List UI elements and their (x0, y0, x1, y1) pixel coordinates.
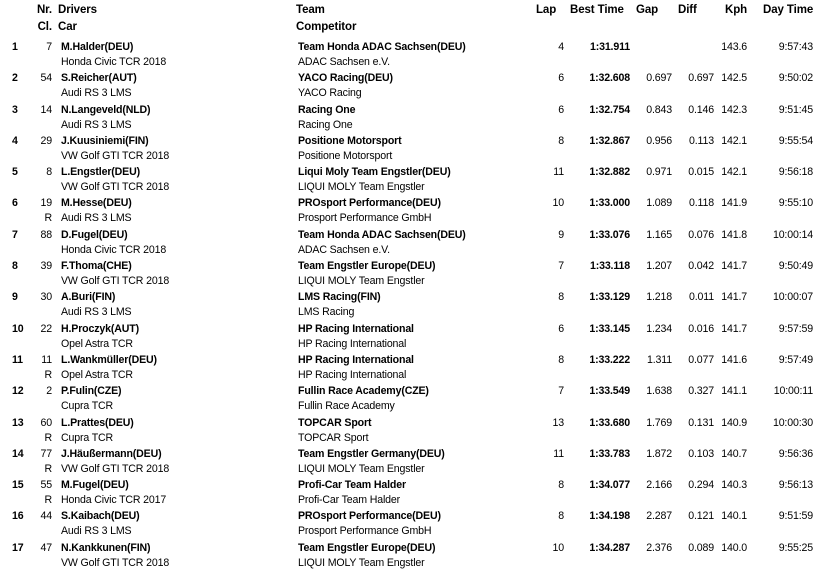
day-time: 9:57:49 (778, 353, 813, 366)
best-time: 1:32.608 (589, 72, 630, 85)
kph-value: 141.8 (721, 228, 747, 241)
table-row (0, 291, 829, 322)
car-number: 55 (40, 479, 52, 492)
best-time: 1:33.000 (589, 197, 630, 210)
header-lap: Lap (536, 4, 557, 16)
kph-value: 140.1 (721, 510, 747, 523)
best-time: 1:33.680 (589, 416, 630, 429)
lap-count: 8 (558, 479, 564, 492)
car-number: 47 (40, 541, 52, 554)
best-time: 1:33.145 (589, 322, 630, 335)
kph-value: 141.6 (721, 353, 747, 366)
team-name: TOPCAR Sport (298, 416, 372, 429)
driver-name: N.Langeveld(NLD) (61, 103, 151, 116)
position: 15 (12, 479, 24, 492)
driver-name: M.Halder(DEU) (61, 41, 134, 53)
table-row (0, 104, 829, 135)
gap-value: 1.638 (646, 385, 672, 398)
table-row (0, 354, 829, 385)
diff-value: 0.015 (688, 166, 714, 179)
kph-value: 141.7 (721, 260, 747, 273)
team-name: Team Honda ADAC Sachsen(DEU) (298, 41, 466, 53)
position: 5 (12, 166, 18, 179)
car-model: Honda Civic TCR 2018 (61, 243, 167, 256)
driver-name: D.Fugel(DEU) (61, 228, 128, 241)
best-time: 1:32.882 (589, 166, 630, 179)
diff-value: 0.103 (688, 447, 714, 460)
lap-count: 7 (558, 385, 564, 398)
driver-name: L.Engstler(DEU) (61, 166, 140, 179)
header-competitor: Competitor (296, 21, 357, 33)
diff-value: 0.113 (689, 134, 714, 147)
car-model: VW Golf GTI TCR 2018 (61, 181, 170, 194)
class-marker: R (44, 462, 52, 475)
car-model: Opel Astra TCR (61, 368, 133, 381)
header-nr: Nr. (36, 4, 52, 16)
diff-value: 0.016 (688, 322, 714, 335)
team-name: PROsport Performance(DEU) (298, 510, 441, 523)
best-time: 1:34.198 (589, 510, 630, 523)
car-number: 2 (46, 385, 52, 398)
diff-value: 0.042 (688, 260, 714, 273)
lap-count: 6 (558, 72, 564, 85)
kph-value: 141.9 (721, 197, 747, 210)
car-number: 22 (40, 322, 52, 335)
gap-value: 1.872 (646, 447, 672, 460)
competitor-name: LMS Racing (298, 306, 355, 319)
driver-name: L.Wankmüller(DEU) (61, 353, 157, 366)
day-time: 10:00:14 (772, 228, 813, 241)
position: 8 (12, 260, 18, 273)
car-number: 19 (40, 197, 52, 210)
team-name: Team Engstler Germany(DEU) (298, 447, 445, 460)
driver-name: J.Kuusiniemi(FIN) (61, 134, 149, 147)
competitor-name: HP Racing International (298, 337, 407, 350)
header-day-time: Day Time (763, 4, 814, 16)
gap-value: 2.166 (646, 479, 672, 492)
table-row (0, 166, 829, 197)
best-time: 1:33.076 (589, 228, 630, 241)
car-number: 88 (40, 228, 52, 241)
gap-value: 2.376 (646, 541, 672, 554)
car-number: 54 (40, 72, 52, 85)
day-time: 10:00:07 (772, 291, 813, 304)
car-number: 60 (40, 416, 52, 429)
lap-count: 9 (558, 228, 564, 241)
team-name: Team Engstler Europe(DEU) (298, 260, 436, 273)
car-number: 44 (40, 510, 52, 523)
car-model: Audi RS 3 LMS (61, 87, 132, 100)
competitor-name: LIQUI MOLY Team Engstler (298, 181, 425, 194)
position: 13 (12, 416, 24, 429)
lap-count: 13 (552, 416, 564, 429)
kph-value: 140.3 (721, 479, 747, 492)
driver-name: A.Buri(FIN) (61, 291, 116, 304)
best-time: 1:33.118 (589, 260, 630, 273)
diff-value: 0.697 (688, 72, 714, 85)
gap-value: 1.207 (646, 260, 672, 273)
competitor-name: ADAC Sachsen e.V. (298, 56, 390, 68)
lap-count: 8 (558, 353, 564, 366)
team-name: Team Engstler Europe(DEU) (298, 541, 436, 554)
position: 7 (12, 228, 18, 241)
table-row (0, 323, 829, 354)
table-row (0, 41, 829, 72)
kph-value: 143.6 (721, 41, 747, 53)
position: 4 (12, 134, 18, 147)
car-model: Cupra TCR (61, 400, 114, 413)
table-row (0, 542, 829, 573)
class-marker: R (44, 494, 52, 507)
header-kph: Kph (725, 4, 748, 16)
car-number: 11 (41, 353, 52, 366)
day-time: 9:55:54 (778, 134, 813, 147)
gap-value: 1.769 (646, 416, 672, 429)
car-model: Opel Astra TCR (61, 337, 133, 350)
driver-name: N.Kankkunen(FIN) (61, 541, 151, 554)
competitor-name: Racing One (298, 118, 353, 131)
competitor-name: Prosport Performance GmbH (298, 212, 432, 225)
position: 10 (12, 322, 24, 335)
gap-value: 1.089 (646, 197, 672, 210)
team-name: Positione Motorsport (298, 134, 402, 147)
competitor-name: Fullin Race Academy (298, 400, 395, 413)
competitor-name: LIQUI MOLY Team Engstler (298, 462, 425, 475)
driver-name: L.Prattes(DEU) (61, 416, 134, 429)
day-time: 9:57:43 (778, 41, 813, 53)
team-name: LMS Racing(FIN) (298, 291, 381, 304)
best-time: 1:33.222 (589, 353, 630, 366)
best-time: 1:32.754 (589, 103, 630, 116)
diff-value: 0.118 (689, 197, 714, 210)
driver-name: F.Thoma(CHE) (61, 260, 132, 273)
day-time: 9:57:59 (778, 322, 813, 335)
car-model: Audi RS 3 LMS (61, 306, 132, 319)
gap-value: 0.956 (646, 134, 672, 147)
car-model: Honda Civic TCR 2017 (61, 494, 167, 507)
header-diff: Diff (678, 4, 697, 16)
driver-name: H.Proczyk(AUT) (61, 322, 139, 335)
car-model: VW Golf GTI TCR 2018 (61, 149, 170, 162)
competitor-name: TOPCAR Sport (298, 431, 369, 444)
gap-value: 0.843 (646, 103, 672, 116)
team-name: Profi-Car Team Halder (298, 479, 406, 492)
best-time: 1:34.287 (589, 541, 630, 554)
class-marker: R (44, 212, 52, 225)
competitor-name: Positione Motorsport (298, 149, 393, 162)
best-time: 1:32.867 (589, 134, 630, 147)
kph-value: 142.1 (721, 166, 747, 179)
diff-value: 0.146 (688, 103, 714, 116)
kph-value: 142.5 (721, 72, 747, 85)
car-model: Cupra TCR (61, 431, 114, 444)
car-number: 14 (40, 103, 52, 116)
car-model: Audi RS 3 LMS (61, 118, 132, 131)
header-car: Car (58, 21, 77, 33)
best-time: 1:33.549 (589, 385, 630, 398)
results-table (0, 41, 829, 573)
header-drivers: Drivers (58, 4, 97, 16)
competitor-name: LIQUI MOLY Team Engstler (298, 556, 425, 569)
position: 3 (12, 103, 18, 116)
kph-value: 140.0 (721, 541, 747, 554)
team-name: PROsport Performance(DEU) (298, 197, 441, 210)
diff-value: 0.077 (688, 353, 714, 366)
team-name: YACO Racing(DEU) (298, 72, 393, 85)
car-model: VW Golf GTI TCR 2018 (61, 462, 170, 475)
table-row (0, 72, 829, 103)
diff-value: 0.327 (688, 385, 714, 398)
car-number: 30 (40, 291, 52, 304)
team-name: Team Honda ADAC Sachsen(DEU) (298, 228, 466, 241)
lap-count: 11 (553, 447, 564, 460)
diff-value: 0.011 (689, 291, 714, 304)
driver-name: S.Reicher(AUT) (61, 72, 137, 85)
car-model: VW Golf GTI TCR 2018 (61, 275, 170, 288)
day-time: 10:00:11 (773, 385, 813, 398)
class-marker: R (44, 368, 52, 381)
diff-value: 0.089 (688, 541, 714, 554)
table-row (0, 197, 829, 228)
competitor-name: LIQUI MOLY Team Engstler (298, 275, 425, 288)
lap-count: 11 (553, 166, 564, 179)
class-marker: R (44, 431, 52, 444)
best-time: 1:33.783 (589, 447, 630, 460)
gap-value: 1.218 (646, 291, 672, 304)
day-time: 9:51:45 (778, 103, 813, 116)
position: 1 (12, 41, 18, 53)
day-time: 10:00:30 (772, 416, 813, 429)
best-time: 1:33.129 (589, 291, 630, 304)
driver-name: M.Hesse(DEU) (61, 197, 132, 210)
competitor-name: HP Racing International (298, 368, 407, 381)
day-time: 9:50:49 (778, 260, 813, 273)
kph-value: 141.1 (721, 385, 747, 398)
position: 12 (12, 385, 24, 398)
kph-value: 140.9 (721, 416, 747, 429)
car-number: 7 (46, 41, 52, 53)
position: 16 (12, 510, 24, 523)
gap-value: 1.311 (647, 353, 672, 366)
lap-count: 10 (552, 541, 564, 554)
best-time: 1:34.077 (589, 479, 630, 492)
day-time: 9:56:13 (778, 479, 813, 492)
diff-value: 0.076 (688, 228, 714, 241)
kph-value: 142.3 (721, 103, 747, 116)
car-number: 29 (40, 134, 52, 147)
table-row (0, 417, 829, 448)
car-number: 39 (40, 260, 52, 273)
team-name: Racing One (298, 103, 356, 116)
car-model: Audi RS 3 LMS (61, 525, 132, 538)
day-time: 9:56:36 (778, 447, 813, 460)
position: 14 (12, 447, 24, 460)
team-name: Fullin Race Academy(CZE) (298, 385, 429, 398)
diff-value: 0.294 (688, 479, 714, 492)
car-model: VW Golf GTI TCR 2018 (61, 556, 170, 569)
gap-value: 1.234 (646, 322, 672, 335)
lap-count: 6 (558, 322, 564, 335)
position: 6 (12, 197, 18, 210)
position: 17 (12, 541, 24, 554)
kph-value: 141.7 (721, 291, 747, 304)
header-gap: Gap (636, 4, 659, 16)
car-number: 8 (46, 166, 52, 179)
day-time: 9:55:25 (778, 541, 813, 554)
lap-count: 10 (552, 197, 564, 210)
lap-count: 4 (558, 41, 564, 53)
lap-count: 8 (558, 510, 564, 523)
table-row (0, 448, 829, 479)
day-time: 9:55:10 (778, 197, 813, 210)
table-row (0, 385, 829, 416)
lap-count: 8 (558, 134, 564, 147)
driver-name: P.Fulin(CZE) (61, 385, 122, 398)
gap-value: 0.971 (646, 166, 672, 179)
table-row (0, 135, 829, 166)
table-row (0, 229, 829, 260)
lap-count: 7 (558, 260, 564, 273)
diff-value: 0.131 (688, 416, 714, 429)
lap-count: 8 (558, 291, 564, 304)
kph-value: 140.7 (721, 447, 747, 460)
header-class: Cl. (37, 21, 52, 33)
team-name: Liqui Moly Team Engstler(DEU) (298, 166, 451, 179)
day-time: 9:56:18 (778, 166, 813, 179)
gap-value: 1.165 (646, 228, 672, 241)
gap-value: 0.697 (646, 72, 672, 85)
competitor-name: YACO Racing (298, 87, 362, 100)
competitor-name: ADAC Sachsen e.V. (298, 243, 390, 256)
header-team: Team (296, 4, 325, 16)
position: 2 (12, 72, 18, 85)
position: 11 (12, 353, 23, 366)
day-time: 9:50:02 (778, 72, 813, 85)
diff-value: 0.121 (688, 510, 714, 523)
car-model: Honda Civic TCR 2018 (61, 56, 167, 68)
gap-value: 2.287 (646, 510, 672, 523)
table-row (0, 479, 829, 510)
team-name: HP Racing International (298, 322, 414, 335)
competitor-name: Prosport Performance GmbH (298, 525, 432, 538)
table-row (0, 510, 829, 541)
position: 9 (12, 291, 18, 304)
kph-value: 142.1 (721, 134, 747, 147)
kph-value: 141.7 (721, 322, 747, 335)
header-best-time: Best Time (570, 4, 624, 16)
day-time: 9:51:59 (778, 510, 813, 523)
driver-name: M.Fugel(DEU) (61, 479, 129, 492)
lap-count: 6 (558, 103, 564, 116)
car-model: Audi RS 3 LMS (61, 212, 132, 225)
driver-name: J.Häußermann(DEU) (61, 447, 162, 460)
team-name: HP Racing International (298, 353, 414, 366)
driver-name: S.Kaibach(DEU) (61, 510, 140, 523)
best-time: 1:31.911 (589, 41, 630, 53)
car-number: 77 (40, 447, 52, 460)
table-row (0, 260, 829, 291)
competitor-name: Profi-Car Team Halder (298, 494, 401, 507)
